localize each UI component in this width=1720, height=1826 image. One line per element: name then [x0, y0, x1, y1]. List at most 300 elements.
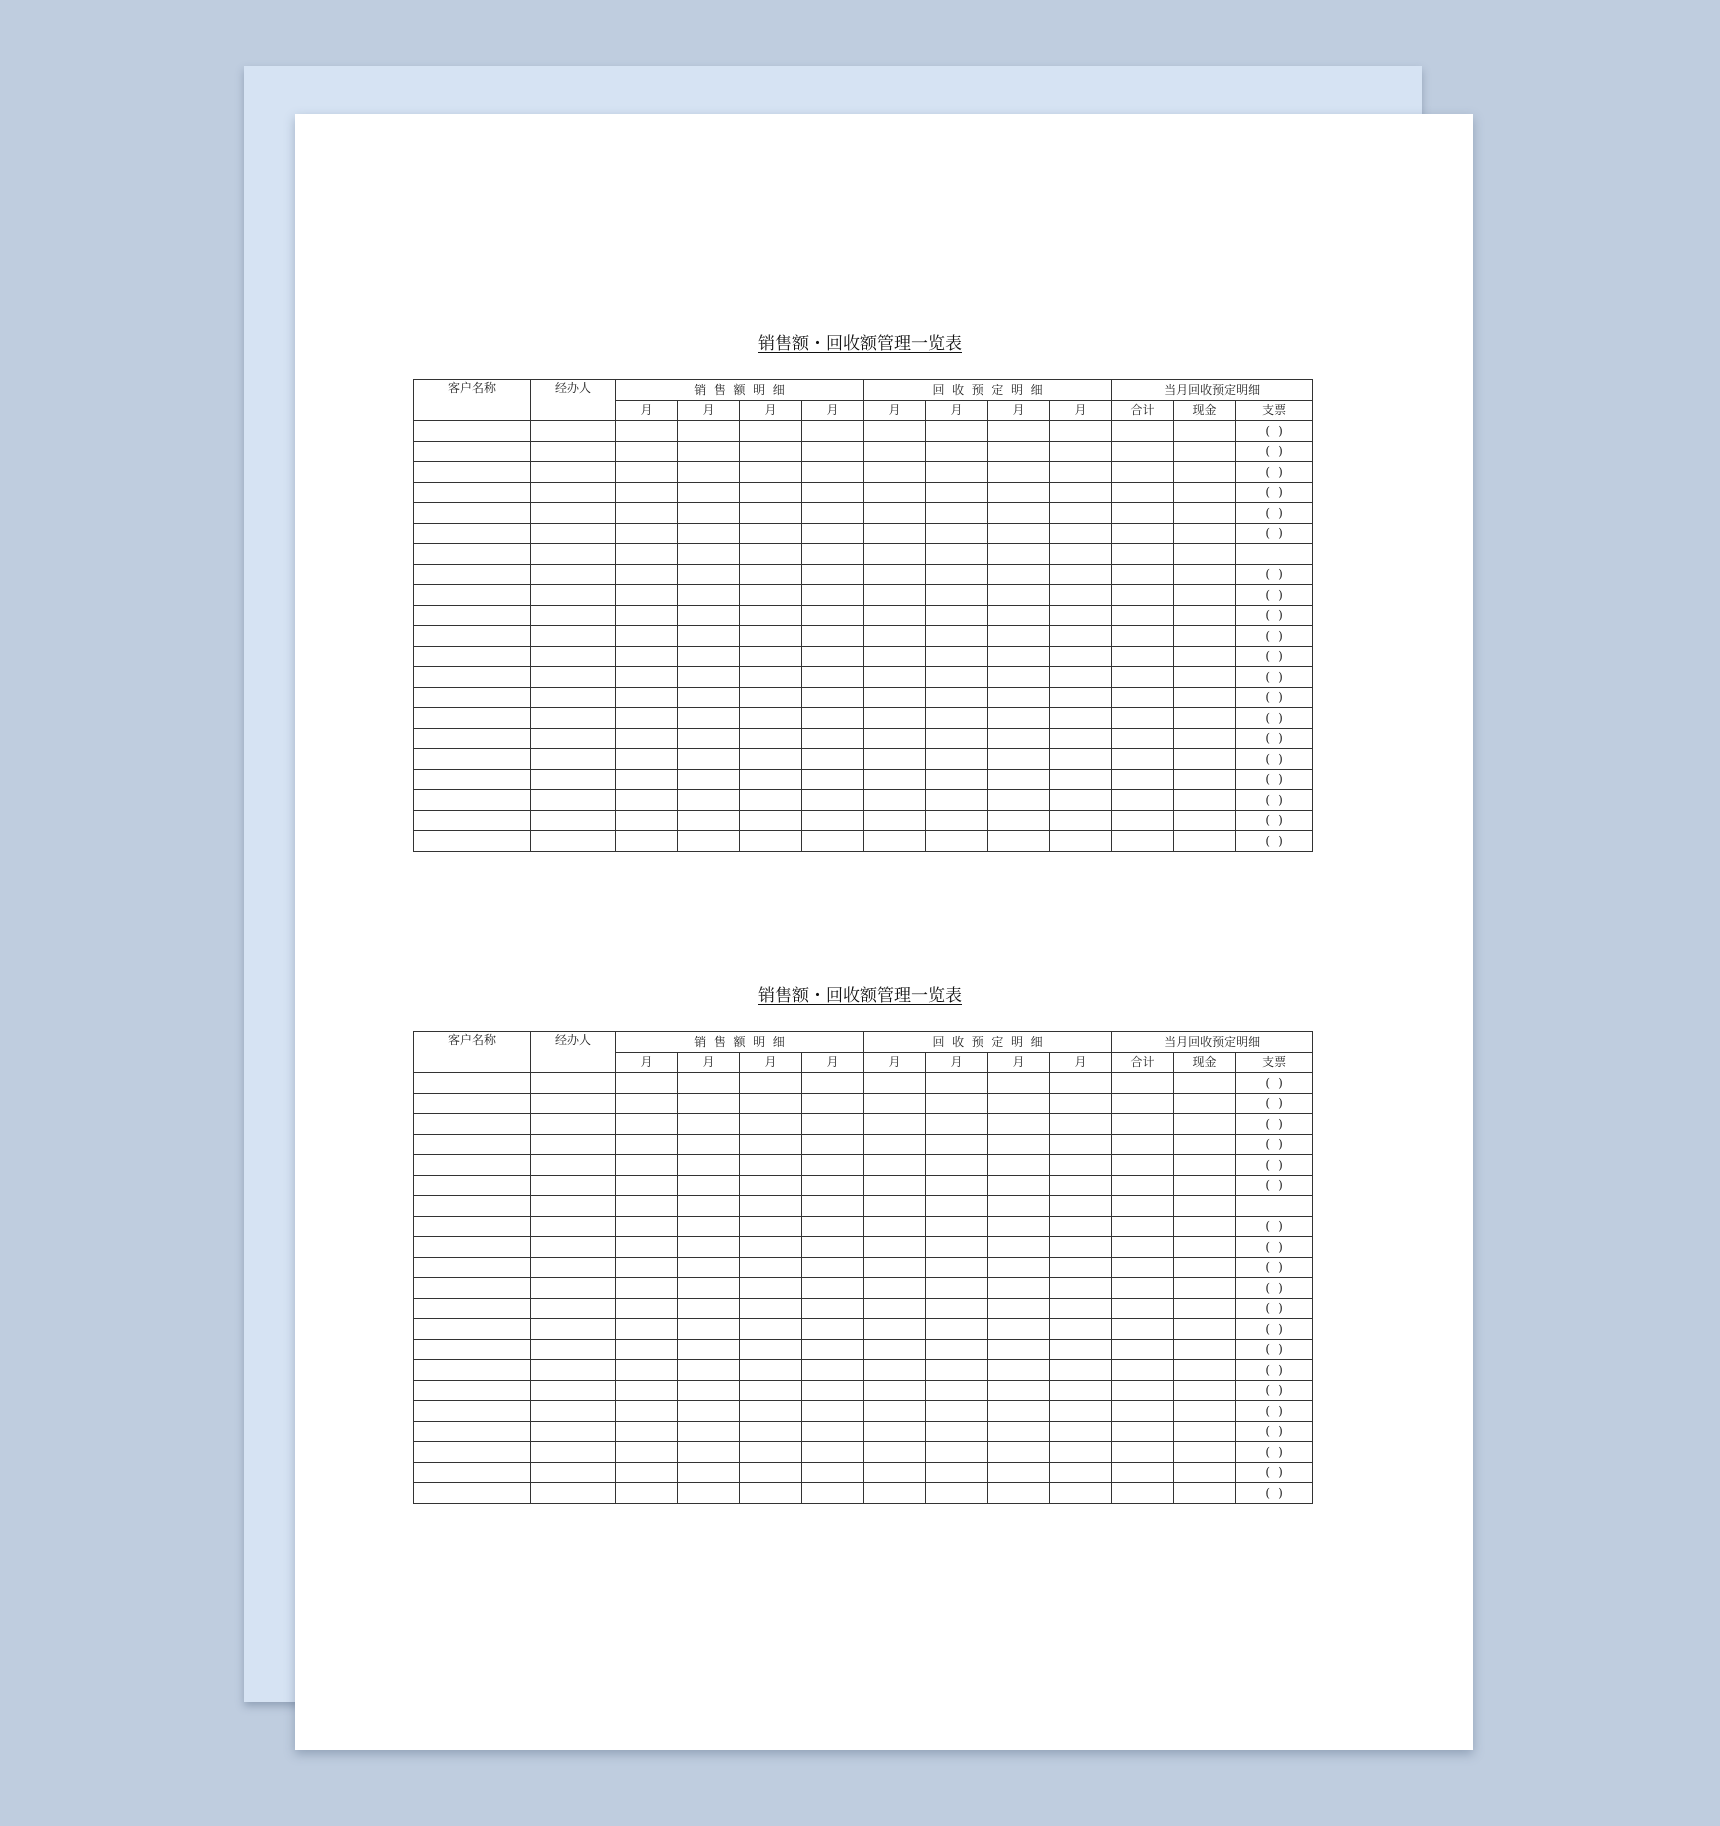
table-cell: [1050, 564, 1112, 585]
table-cell: [988, 441, 1050, 462]
table-cell: [740, 1421, 802, 1442]
table-cell: [616, 1462, 678, 1483]
check-marker: (): [1265, 1403, 1291, 1418]
header-total: 合计: [1112, 1052, 1174, 1073]
table-row: [414, 1401, 1313, 1422]
table-cell: [926, 1114, 988, 1135]
table-cell: [988, 728, 1050, 749]
table-cell: [531, 1155, 616, 1176]
table-cell: [678, 605, 740, 626]
table-cell: [988, 1380, 1050, 1401]
table-cell: [414, 831, 531, 852]
check-marker: (): [1265, 813, 1291, 828]
table-cell: [988, 1339, 1050, 1360]
table-cell: [802, 687, 864, 708]
table-cell: [1112, 769, 1174, 790]
table-cell: [1112, 1298, 1174, 1319]
table-cell: [864, 1155, 926, 1176]
table-cell: [616, 564, 678, 585]
table-cell: [740, 1093, 802, 1114]
table-cell: [988, 831, 1050, 852]
table-cell: [678, 564, 740, 585]
table-cell: [1112, 1421, 1174, 1442]
check-marker: (): [1265, 1075, 1291, 1090]
table-cell: [864, 831, 926, 852]
table-cell: [616, 769, 678, 790]
table-cell: [678, 523, 740, 544]
check-cell: [1236, 544, 1313, 565]
table-cell: [988, 1196, 1050, 1217]
table-cell: [616, 646, 678, 667]
table-cell: [864, 421, 926, 442]
table-cell: [988, 810, 1050, 831]
table-cell: [926, 1216, 988, 1237]
check-cell: [1236, 1380, 1313, 1401]
table-cell: [802, 1360, 864, 1381]
table-cell: [1050, 1257, 1112, 1278]
table-cell: [740, 1134, 802, 1155]
table-cell: [1050, 1175, 1112, 1196]
header-month: 月: [1050, 1052, 1112, 1073]
table-cell: [802, 1421, 864, 1442]
table-cell: [802, 544, 864, 565]
check-marker: (): [1265, 485, 1291, 500]
check-marker: (): [1265, 1301, 1291, 1316]
table-row: [414, 421, 1313, 442]
table-cell: [531, 708, 616, 729]
table-row: [414, 1175, 1313, 1196]
check-marker: (): [1265, 1444, 1291, 1459]
table-cell: [740, 503, 802, 524]
table-cell: [678, 482, 740, 503]
header-month-recovery-detail: 当月回收预定明细: [1112, 1032, 1313, 1053]
table-cell: [926, 1278, 988, 1299]
check-marker: (): [1265, 1424, 1291, 1439]
table-cell: [414, 441, 531, 462]
table-cell: [740, 605, 802, 626]
table-cell: [926, 1175, 988, 1196]
table-cell: [616, 1339, 678, 1360]
table-cell: [414, 646, 531, 667]
table-cell: [740, 1237, 802, 1258]
table-cell: [1050, 1073, 1112, 1094]
check-marker: (): [1265, 464, 1291, 479]
table-cell: [616, 503, 678, 524]
check-cell: [1236, 1257, 1313, 1278]
table-row: [414, 585, 1313, 606]
table-cell: [531, 810, 616, 831]
table-cell: [926, 544, 988, 565]
table-cell: [531, 646, 616, 667]
table-cell: [1174, 462, 1236, 483]
table-cell: [414, 1319, 531, 1340]
table-cell: [414, 605, 531, 626]
table-cell: [531, 1360, 616, 1381]
check-cell: [1236, 441, 1313, 462]
table-cell: [414, 1073, 531, 1094]
table-cell: [802, 769, 864, 790]
table-cell: [616, 708, 678, 729]
table-cell: [864, 1442, 926, 1463]
table-cell: [531, 605, 616, 626]
check-marker: (): [1265, 526, 1291, 541]
table-cell: [740, 1401, 802, 1422]
table-cell: [531, 1073, 616, 1094]
table-cell: [802, 1257, 864, 1278]
table-cell: [1050, 708, 1112, 729]
table-cell: [678, 462, 740, 483]
table-cell: [1112, 790, 1174, 811]
table-row: [414, 1134, 1313, 1155]
table-cell: [1174, 482, 1236, 503]
table-cell: [926, 1073, 988, 1094]
check-cell: [1236, 1216, 1313, 1237]
table-cell: [531, 1093, 616, 1114]
table-cell: [1112, 441, 1174, 462]
table-cell: [1050, 687, 1112, 708]
table-cell: [864, 1421, 926, 1442]
header-check: 支票: [1236, 1052, 1313, 1073]
table-cell: [1174, 1196, 1236, 1217]
table-cell: [926, 1298, 988, 1319]
table-cell: [864, 462, 926, 483]
table-cell: [678, 1134, 740, 1155]
table-cell: [802, 564, 864, 585]
table-cell: [616, 1175, 678, 1196]
table-cell: [1050, 1093, 1112, 1114]
table-cell: [414, 482, 531, 503]
table-cell: [1050, 1114, 1112, 1135]
table-cell: [531, 544, 616, 565]
table-cell: [988, 605, 1050, 626]
table-cell: [678, 585, 740, 606]
table-cell: [678, 1298, 740, 1319]
check-marker: (): [1265, 608, 1291, 623]
table-cell: [988, 421, 1050, 442]
table-cell: [864, 1483, 926, 1504]
table-row: [414, 523, 1313, 544]
table-cell: [1050, 667, 1112, 688]
table-row: [414, 1257, 1313, 1278]
table-row: [414, 831, 1313, 852]
table-cell: [1050, 626, 1112, 647]
table-cell: [1050, 1134, 1112, 1155]
table-cell: [414, 523, 531, 544]
table-cell: [678, 1442, 740, 1463]
table-cell: [531, 421, 616, 442]
table-cell: [926, 1237, 988, 1258]
table-cell: [616, 462, 678, 483]
table-cell: [678, 441, 740, 462]
table-cell: [616, 749, 678, 770]
check-marker: (): [1265, 792, 1291, 807]
table-cell: [864, 1462, 926, 1483]
table-cell: [414, 728, 531, 749]
table-cell: [414, 1216, 531, 1237]
table-cell: [864, 564, 926, 585]
table-cell: [1112, 687, 1174, 708]
header-total: 合计: [1112, 400, 1174, 421]
table-cell: [802, 523, 864, 544]
table-row: [414, 1339, 1313, 1360]
table-row: [414, 1114, 1313, 1135]
table-cell: [414, 749, 531, 770]
table-cell: [988, 482, 1050, 503]
table-cell: [802, 728, 864, 749]
check-marker: (): [1265, 628, 1291, 643]
table-cell: [1050, 1360, 1112, 1381]
header-month: 月: [864, 400, 926, 421]
table-cell: [988, 523, 1050, 544]
table-cell: [678, 1196, 740, 1217]
table-cell: [616, 687, 678, 708]
form-title: 销售额・回收额管理一览表: [758, 334, 962, 354]
table-cell: [864, 1175, 926, 1196]
header-handler: 经办人: [531, 1032, 616, 1073]
table-cell: [740, 646, 802, 667]
table-cell: [1112, 831, 1174, 852]
table-cell: [1112, 1339, 1174, 1360]
table-cell: [616, 523, 678, 544]
table-cell: [988, 564, 1050, 585]
table-cell: [802, 1216, 864, 1237]
table-cell: [531, 667, 616, 688]
table-cell: [988, 462, 1050, 483]
table-cell: [802, 585, 864, 606]
table-cell: [616, 1421, 678, 1442]
table-cell: [531, 1421, 616, 1442]
table-cell: [616, 421, 678, 442]
table-cell: [1050, 503, 1112, 524]
table-cell: [1050, 1298, 1112, 1319]
table-row: [414, 1237, 1313, 1258]
table-cell: [740, 1155, 802, 1176]
check-marker: (): [1265, 1239, 1291, 1254]
table-cell: [1112, 1073, 1174, 1094]
table-cell: [616, 1134, 678, 1155]
table-cell: [740, 790, 802, 811]
table-cell: [926, 1155, 988, 1176]
check-cell: [1236, 1278, 1313, 1299]
table-cell: [988, 544, 1050, 565]
table-cell: [926, 687, 988, 708]
table-cell: [740, 1196, 802, 1217]
table-cell: [1050, 1278, 1112, 1299]
table-row: [414, 605, 1313, 626]
table-cell: [1050, 462, 1112, 483]
table-cell: [926, 1483, 988, 1504]
table-cell: [414, 585, 531, 606]
table-cell: [1112, 667, 1174, 688]
table-cell: [864, 1216, 926, 1237]
table-cell: [926, 810, 988, 831]
table-cell: [616, 1483, 678, 1504]
table-cell: [616, 1237, 678, 1258]
table-row: [414, 1298, 1313, 1319]
table-cell: [1174, 1421, 1236, 1442]
table-cell: [926, 1319, 988, 1340]
table-cell: [678, 1319, 740, 1340]
header-month: 月: [740, 400, 802, 421]
table-cell: [1174, 749, 1236, 770]
table-cell: [864, 1360, 926, 1381]
table-cell: [864, 482, 926, 503]
table-cell: [414, 564, 531, 585]
table-cell: [988, 1175, 1050, 1196]
ledger-table: [413, 379, 1313, 852]
header-month: 月: [802, 400, 864, 421]
table-cell: [740, 1257, 802, 1278]
table-row: [414, 646, 1313, 667]
table-cell: [414, 1237, 531, 1258]
table-cell: [926, 1401, 988, 1422]
check-marker: (): [1265, 1157, 1291, 1172]
table-cell: [926, 564, 988, 585]
table-cell: [740, 1114, 802, 1135]
ledger-table: [413, 1031, 1313, 1504]
table-cell: [1174, 1237, 1236, 1258]
check-cell: [1236, 831, 1313, 852]
table-cell: [414, 810, 531, 831]
table-cell: [740, 1483, 802, 1504]
table-cell: [740, 831, 802, 852]
table-cell: [531, 1442, 616, 1463]
table-cell: [926, 1093, 988, 1114]
table-cell: [1050, 1380, 1112, 1401]
table-row: [414, 441, 1313, 462]
table-cell: [414, 1401, 531, 1422]
check-marker: (): [1265, 1260, 1291, 1275]
table-cell: [678, 1421, 740, 1442]
header-month: 月: [802, 1052, 864, 1073]
check-cell: [1236, 1196, 1313, 1217]
table-row: [414, 1073, 1313, 1094]
header-sales-detail: 销 售 额 明 细: [616, 1032, 864, 1053]
table-cell: [1174, 810, 1236, 831]
table-cell: [678, 1073, 740, 1094]
table-cell: [740, 523, 802, 544]
table-cell: [864, 1237, 926, 1258]
table-cell: [802, 605, 864, 626]
table-cell: [1174, 769, 1236, 790]
table-cell: [1174, 646, 1236, 667]
table-cell: [414, 790, 531, 811]
table-cell: [1050, 1196, 1112, 1217]
check-marker: (): [1265, 649, 1291, 664]
table-cell: [616, 1380, 678, 1401]
table-cell: [1174, 1339, 1236, 1360]
table-cell: [926, 523, 988, 544]
table-row: [414, 1421, 1313, 1442]
table-cell: [531, 1134, 616, 1155]
table-cell: [1112, 1360, 1174, 1381]
table-row: [414, 1216, 1313, 1237]
table-cell: [678, 769, 740, 790]
table-cell: [1174, 1257, 1236, 1278]
check-marker: (): [1265, 1362, 1291, 1377]
table-cell: [1050, 1421, 1112, 1442]
table-cell: [864, 523, 926, 544]
table-cell: [1112, 1380, 1174, 1401]
table-cell: [1112, 1319, 1174, 1340]
table-cell: [1112, 1483, 1174, 1504]
table-cell: [678, 1257, 740, 1278]
table-cell: [531, 482, 616, 503]
table-cell: [1174, 1216, 1236, 1237]
check-marker: (): [1265, 1465, 1291, 1480]
table-cell: [414, 544, 531, 565]
check-cell: [1236, 687, 1313, 708]
header-recovery-detail: 回 收 预 定 明 细: [864, 1032, 1112, 1053]
table-cell: [414, 1298, 531, 1319]
table-cell: [1174, 1319, 1236, 1340]
table-cell: [1174, 585, 1236, 606]
table-cell: [1112, 1401, 1174, 1422]
table-cell: [1050, 421, 1112, 442]
table-cell: [616, 544, 678, 565]
check-marker: (): [1265, 1383, 1291, 1398]
check-marker: (): [1265, 1137, 1291, 1152]
table-cell: [678, 831, 740, 852]
table-cell: [864, 1401, 926, 1422]
table-cell: [864, 790, 926, 811]
check-marker: (): [1265, 833, 1291, 848]
table-cell: [864, 810, 926, 831]
table-row: [414, 1093, 1313, 1114]
table-cell: [988, 1155, 1050, 1176]
table-cell: [926, 1462, 988, 1483]
table-cell: [802, 708, 864, 729]
check-cell: [1236, 708, 1313, 729]
table-cell: [740, 1298, 802, 1319]
table-cell: [678, 1216, 740, 1237]
form-title: 销售额・回收额管理一览表: [758, 986, 962, 1006]
table-row: [414, 708, 1313, 729]
table-cell: [988, 769, 1050, 790]
table-cell: [414, 1380, 531, 1401]
table-cell: [802, 790, 864, 811]
check-cell: [1236, 564, 1313, 585]
table-cell: [988, 503, 1050, 524]
check-marker: (): [1265, 1219, 1291, 1234]
table-row: [414, 1155, 1313, 1176]
table-cell: [802, 1073, 864, 1094]
table-cell: [1174, 1360, 1236, 1381]
table-cell: [1050, 523, 1112, 544]
header-month: 月: [740, 1052, 802, 1073]
table-row: [414, 482, 1313, 503]
table-cell: [864, 687, 926, 708]
table-cell: [740, 421, 802, 442]
table-row: [414, 769, 1313, 790]
table-cell: [1112, 728, 1174, 749]
table-cell: [616, 1442, 678, 1463]
table-row: [414, 749, 1313, 770]
table-cell: [988, 1442, 1050, 1463]
table-cell: [1112, 1155, 1174, 1176]
table-cell: [1112, 564, 1174, 585]
check-cell: [1236, 523, 1313, 544]
header-month: 月: [678, 1052, 740, 1073]
table-cell: [1174, 626, 1236, 647]
check-cell: [1236, 1134, 1313, 1155]
table-cell: [864, 728, 926, 749]
table-cell: [988, 1360, 1050, 1381]
table-cell: [678, 790, 740, 811]
header-cash: 现金: [1174, 1052, 1236, 1073]
table-cell: [616, 1278, 678, 1299]
table-cell: [864, 1278, 926, 1299]
